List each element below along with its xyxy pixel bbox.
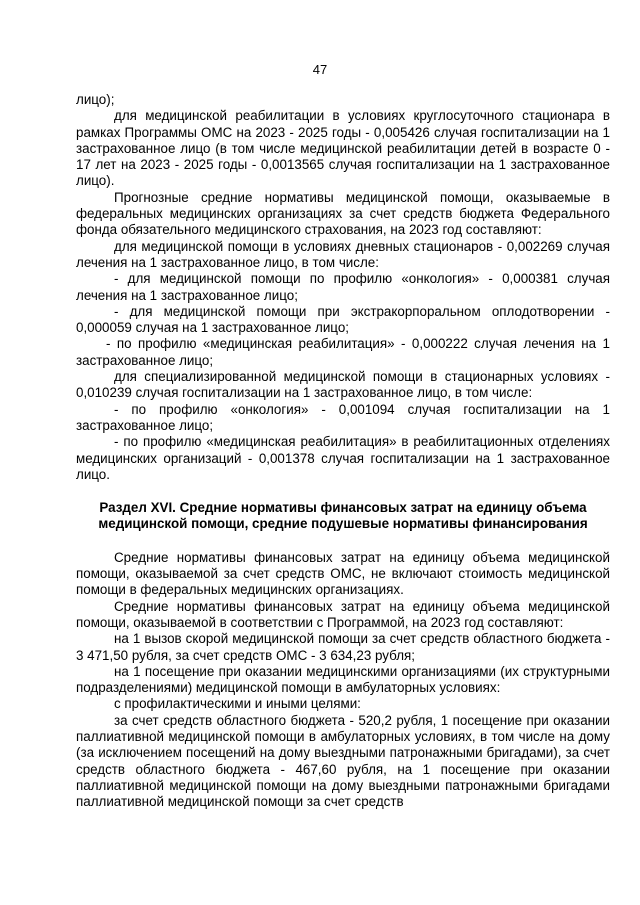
- paragraph: на 1 вызов скорой медицинской помощи за счет средств областного бюджета - 3 471,50 рубля, за счет средств ОМС - 3 634,23 рубля;: [76, 631, 610, 663]
- page-number: 47: [312, 62, 328, 77]
- paragraph: лицо);: [76, 92, 115, 107]
- paragraph: - по профилю «онкология» - 0,001094 случая госпитализации на 1 застрахованное лицо;: [76, 401, 610, 433]
- paragraph: Средние нормативы финансовых затрат на единицу объема медицинской помощи, оказываемой за счет средств ОМС, не включают стоимость медицинской помощи в федеральных медицинских организациях.: [76, 549, 610, 598]
- paragraph: за счет средств областного бюджета - 520,2 рубля, 1 посещение при оказании паллиативной медицинской помощи в амбулаторных условиях, в том числе на дому (за исключением посещений на дому выездными патронажными бригадами), за счет средств областного бюджета - 467,60 рубля, на 1 посещение при оказании паллиативной медицинской помощи на дому выездными патронажными бригадами паллиативной медицинской помощи за счет средств: [76, 712, 610, 810]
- document-body: [76, 92, 610, 810]
- paragraph: с профилактическими и иными целями:: [114, 696, 361, 712]
- paragraph: для медицинской реабилитации в условиях круглосуточного стационара в рамках Программы ОМС на 2023 - 2025 годы - 0,005426 случая госпитализации на 1 застрахованное лицо (в том числе медицинской реабилитации детей в возрасте 0 - 17 лет на 2023 - 2025 годы - 0,0013565 случая госпитализации на 1 застрахованное лицо).: [76, 108, 610, 189]
- paragraph: на 1 посещение при оказании медицинскими организациями (их структурными подразделениями) медицинской помощи в амбулаторных условиях:: [76, 663, 610, 696]
- paragraph: для медицинской помощи в условиях дневных стационаров - 0,002269 случая лечения на 1 застрахованное лицо, в том числе:: [76, 238, 610, 270]
- paragraph: - для медицинской помощи по профилю «онкология» - 0,000381 случая лечения на 1 застрахованное лицо;: [76, 271, 610, 303]
- paragraph: Средние нормативы финансовых затрат на единицу объема медицинской помощи, оказываемой в соответствии с Программой, на 2023 год составляют:: [76, 598, 610, 630]
- paragraph: для специализированной медицинской помощи в стационарных условиях - 0,010239 случая госпитализации на 1 застрахованное лицо, в том числе:: [76, 369, 610, 401]
- paragraph: Прогнозные средние нормативы медицинской помощи, оказываемые в федеральных медицинских организациях за счет средств бюджета Федерального фонда обязательного медицинского страхования, на 2023 год составляют:: [76, 189, 610, 238]
- paragraph: - для медицинской помощи при экстракорпоральном оплодотворении - 0,000059 случая на 1 застрахованное лицо;: [76, 303, 610, 336]
- paragraph: - по профилю «медицинская реабилитация» - 0,000222 случая лечения на 1 застрахованное лицо;: [76, 336, 610, 368]
- section-heading: Раздел XVI. Средние нормативы финансовых затрат на единицу объема медицинской помощи, средние подушевые нормативы финансирования: [98, 500, 588, 532]
- paragraph: - по профилю «медицинская реабилитация» в реабилитационных отделениях медицинских организаций - 0,001378 случая госпитализации на 1 застрахованное лицо.: [76, 434, 610, 482]
